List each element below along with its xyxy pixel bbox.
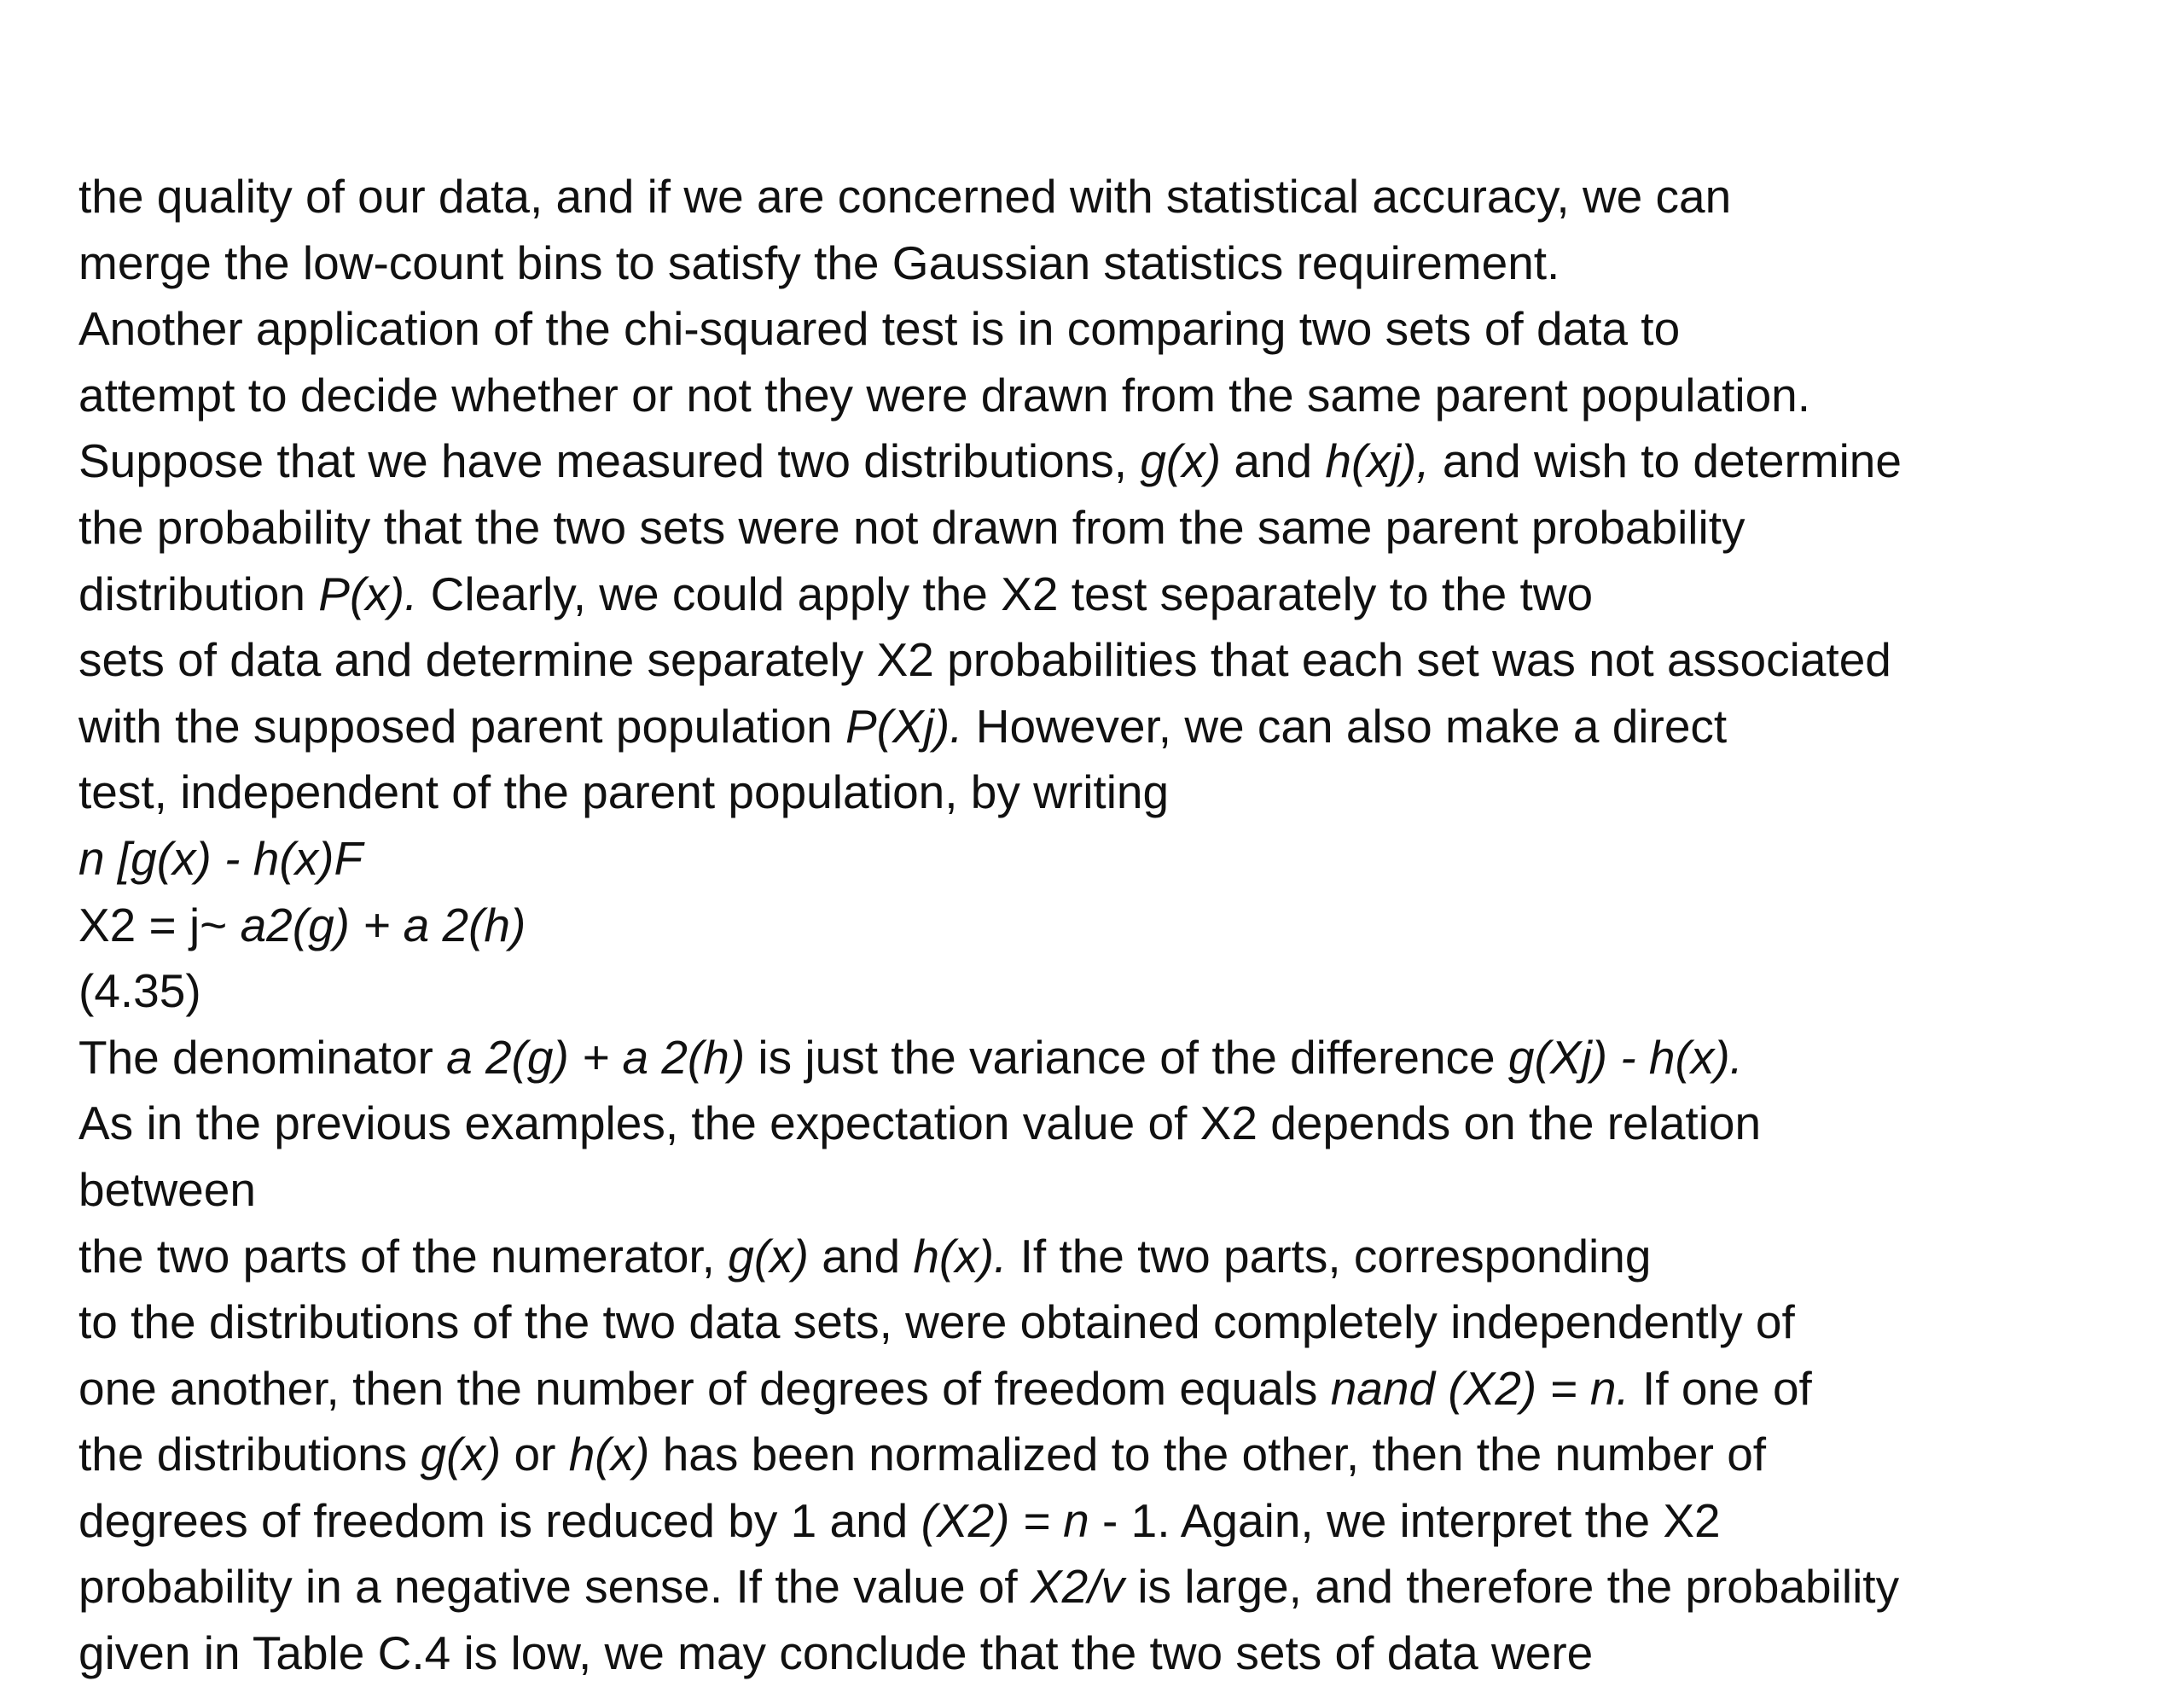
text-line <box>78 428 2160 495</box>
text-segment: distribution <box>78 567 319 620</box>
text-segment: between <box>78 1162 256 1216</box>
text-line <box>78 893 2160 959</box>
italic-text: (X2) = n <box>921 1493 1089 1547</box>
italic-text: g(x) <box>728 1229 809 1283</box>
text-line <box>78 1157 2160 1224</box>
text-segment: with the supposed parent population <box>78 699 845 753</box>
text-line <box>78 1224 2160 1290</box>
text-segment: is large, and therefore the probability <box>1124 1560 1900 1614</box>
text-line <box>78 164 2160 230</box>
text-segment: attempt to decide whether or not they were drawn from the same parent population. <box>78 368 1811 422</box>
text-segment: merge the low-count bins to satisfy the Gaussian statistics requirement. <box>78 236 1560 289</box>
text-line <box>78 230 2160 297</box>
text-segment: and <box>1221 434 1326 488</box>
text-segment: to the distributions of the two data sets, were obtained completely independently of <box>78 1295 1795 1349</box>
text-line <box>78 826 2160 893</box>
text-segment: As in the previous examples, the expectation value of X2 depends on the relation <box>78 1097 1762 1150</box>
text-line <box>78 561 2160 628</box>
text-line <box>78 1289 2160 1356</box>
text-segment: (4.35) <box>78 964 201 1018</box>
text-segment: and wish to determine <box>1429 434 1902 488</box>
italic-text: P(Xj). <box>845 699 963 753</box>
text-segment: the probability that the two sets were not drawn from the same parent probability <box>78 500 1745 554</box>
italic-text: h(x) <box>568 1428 650 1481</box>
text-segment: Suppose that we have measured two distributions, <box>78 434 1141 488</box>
text-line <box>78 1356 2160 1422</box>
italic-text: g(Xj) - h(x). <box>1507 1030 1743 1084</box>
text-line <box>78 958 2160 1025</box>
text-segment: is just the variance of the difference <box>745 1030 1508 1084</box>
text-segment: - 1. Again, we interpret the X2 <box>1089 1493 1721 1547</box>
text-segment: the quality of our data, and if we are concerned with statistical accuracy, we can <box>78 170 1732 223</box>
text-segment: the two parts of the numerator, <box>78 1229 729 1283</box>
text-line <box>78 1620 2160 1687</box>
text-line <box>78 694 2160 760</box>
italic-text: h(xj), <box>1325 434 1430 488</box>
text-segment: test, independent of the parent population, by writing <box>78 765 1170 819</box>
text-segment: If the two parts, corresponding <box>1007 1229 1652 1283</box>
italic-text: nand (X2) = n. <box>1330 1361 1629 1415</box>
text-segment: or <box>501 1428 569 1481</box>
text-segment: and <box>808 1229 914 1283</box>
text-line <box>78 495 2160 561</box>
italic-text: X2/v <box>1030 1560 1125 1614</box>
text-line <box>78 363 2160 429</box>
text-segment: has been normalized to the other, then the number of <box>649 1428 1767 1481</box>
text-segment: given in Table C.4 is low, we may conclude that the two sets of data were <box>78 1626 1594 1680</box>
text-segment: Another application of the chi-squared test is in comparing two sets of data to <box>78 302 1681 356</box>
italic-text: g(x) <box>1140 434 1222 488</box>
italic-text: a2(g) + a 2(h) <box>240 898 526 951</box>
text-segment: degrees of freedom is reduced by 1 and <box>78 1493 921 1547</box>
italic-text: a 2(g) + a 2(h) <box>446 1030 746 1084</box>
text-segment: the distributions <box>78 1428 421 1481</box>
text-segment: probability in a negative sense. If the value of <box>78 1560 1031 1614</box>
text-line <box>78 1091 2160 1157</box>
text-segment: one another, then the number of degrees of freedom equals <box>78 1361 1331 1415</box>
text-segment: The denominator <box>78 1030 447 1084</box>
text-segment: Clearly, we could apply the X2 test separately to the two <box>417 567 1594 620</box>
text-line <box>78 296 2160 363</box>
italic-text: P(x). <box>318 567 418 620</box>
italic-text: n [g(x) - h(x)F <box>78 831 363 885</box>
italic-text: h(x). <box>913 1229 1008 1283</box>
text-segment: sets of data and determine separately X2 probabilities that each set was not associated <box>78 633 1891 687</box>
text-segment: X2 = j~ <box>78 898 241 951</box>
body-text <box>78 164 2160 1687</box>
text-line <box>78 1025 2160 1091</box>
text-segment: However, we can also make a direct <box>962 699 1728 753</box>
text-line <box>78 1554 2160 1620</box>
text-segment: If one of <box>1629 1361 1812 1415</box>
text-line <box>78 627 2160 694</box>
text-line <box>78 1422 2160 1488</box>
text-line <box>78 759 2160 826</box>
italic-text: g(x) <box>420 1428 502 1481</box>
text-line <box>78 1488 2160 1555</box>
